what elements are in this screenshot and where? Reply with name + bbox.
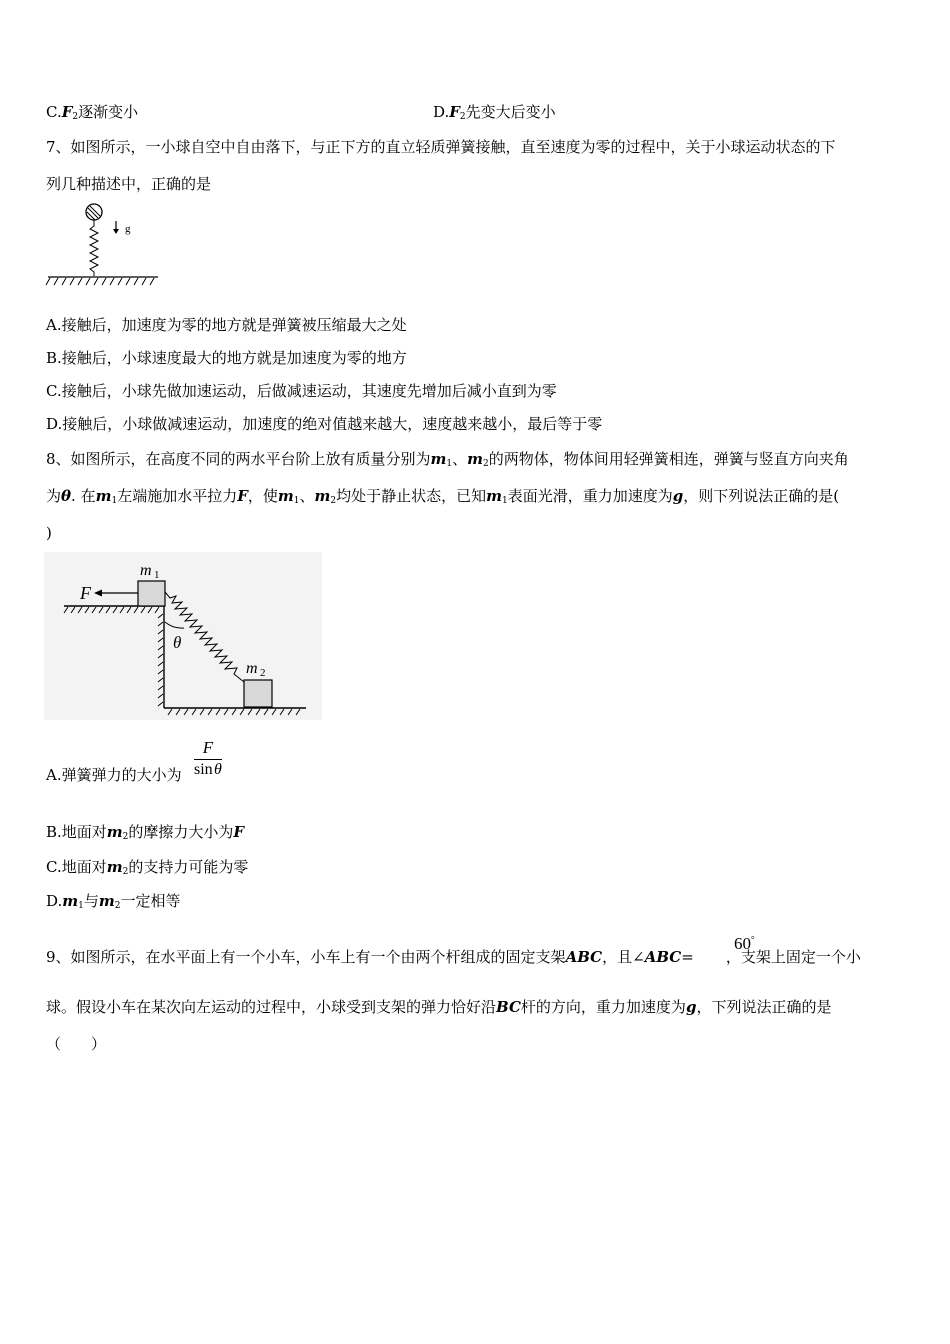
option-text: 逐渐变小 [78, 103, 139, 121]
q9-stem-line2: 球。假设小车在某次向左运动的过程中，小球受到支架的弹力恰好沿BC杆的方向，重力加速度为g，下列说法正确的是 [46, 998, 832, 1016]
label-theta: θ [173, 633, 182, 652]
label-m2: m [246, 660, 258, 677]
block-m2 [244, 680, 272, 707]
q7-option-a: A.接触后，加速度为零的地方就是弹簧被压缩最大之处 [46, 316, 407, 334]
spring [90, 220, 98, 276]
q9-stem-line1: 9、如图所示，在水平面上有一个小车，小车上有一个由两个杆组成的固定支架ABC，且∠ABC= ，支架上固定一个小 [46, 948, 861, 966]
q8-figure-two-blocks [44, 552, 322, 720]
force-symbol: F [449, 103, 460, 121]
force-symbol: F [61, 103, 73, 121]
ball-icon [86, 204, 102, 220]
label-F: F [80, 583, 91, 603]
svg-text:2: 2 [260, 667, 266, 679]
label-m1: m [140, 562, 152, 579]
fraction-F-over-sin-theta: F sin θ [194, 738, 222, 778]
q7-option-b: B.接触后，小球速度最大的地方就是加速度为零的地方 [46, 349, 407, 367]
svg-text:1: 1 [154, 569, 160, 581]
q6-option-d [433, 102, 556, 127]
q7-option-d: D.接触后，小球做减速运动，加速度的绝对值越来越大，速度越来越小，最后等于零 [46, 415, 603, 433]
q8-option-a: A.弹簧弹力的大小为 [46, 766, 182, 784]
block-m1 [138, 581, 165, 606]
option-prefix: C. [46, 103, 62, 121]
subscript: 2 [72, 112, 79, 122]
ground-hatch [46, 278, 154, 285]
q8-option-c: C.地面对$m_2$的支持力可能为零 [46, 858, 249, 877]
q8-option-b: B.地面对$m_2$的摩擦力大小为F [46, 823, 245, 842]
q7-option-c: C.接触后，小球先做加速运动，后做减速运动，其速度先增加后减小直到为零 [46, 382, 557, 400]
option-prefix: D. [433, 103, 450, 121]
q8-option-d: $D.m_1$与$m_2$一定相等 [46, 892, 181, 911]
q7-stem-line2: 列几种描述中，正确的是 [46, 175, 212, 193]
q8-stem-line1: 8、如图所示，在高度不同的两水平台阶上放有质量分别为$m_1$、$m_2$的两物体，物体间用轻弹簧相连，弹簧与竖直方向夹角 [46, 450, 849, 469]
angle-value: 60° [734, 934, 755, 953]
option-text: 先变大后变小 [465, 103, 556, 121]
q9-answer-blank: （ ） [46, 1035, 107, 1053]
q8-stem-line2: 为θ. 在$m_1$左端施加水平拉力F，使$m_1$、$m_2$均处于静止状态，已知$m_1$表面光滑，重力加速度为g，则下列说法正确的是( [46, 487, 840, 506]
subscript: 2 [459, 112, 466, 122]
q8-stem-line3: ) [46, 524, 52, 542]
q7-figure-ball-spring [44, 202, 164, 290]
q7-stem-line1: 7、如图所示，一小球自空中自由落下，与正下方的直立轻质弹簧接触，直至速度为零的过程中，关于小球运动状态的下 [46, 138, 836, 156]
q6-option-c [46, 102, 138, 127]
g-label: g [125, 223, 131, 235]
